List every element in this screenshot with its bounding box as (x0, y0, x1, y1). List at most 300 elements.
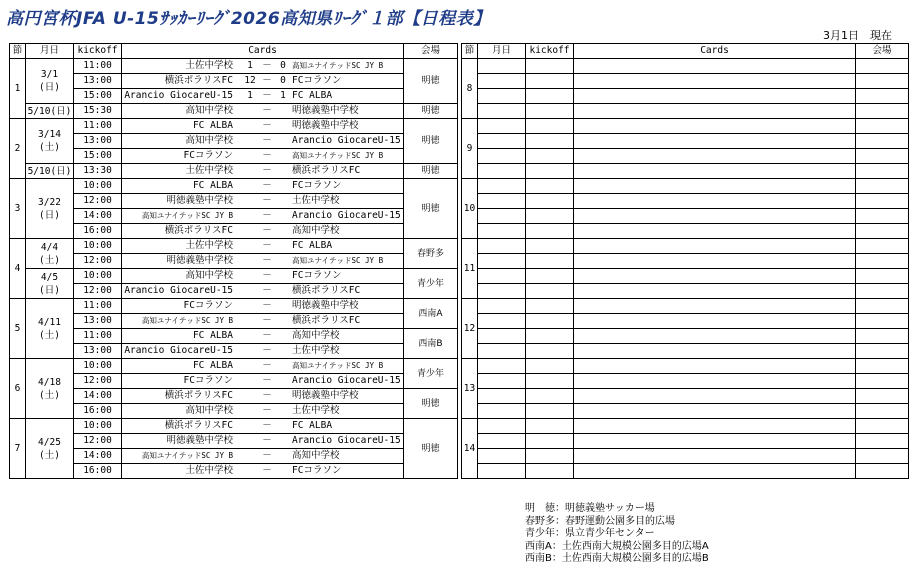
kickoff-time (526, 374, 574, 389)
venue (856, 464, 909, 479)
match-card (574, 464, 856, 479)
home-team: FCコラソン (183, 150, 233, 161)
match-card (122, 284, 404, 299)
match-card (574, 194, 856, 209)
legend-item: 西南A：土佐西南大規模公園多目的広場A (525, 540, 709, 552)
match-date (478, 464, 526, 479)
home-team: Arancio GiocareU-15 (124, 285, 233, 296)
match-date (478, 74, 526, 89)
match-card (574, 104, 856, 119)
match-date (478, 179, 526, 194)
kickoff-time (526, 284, 574, 299)
kickoff-time (526, 329, 574, 344)
table-row (462, 269, 909, 284)
schedule-table-left (9, 43, 458, 479)
versus-dash: － (262, 435, 272, 446)
table-row (462, 254, 909, 269)
kickoff-time: 11:00 (74, 119, 122, 134)
venue (856, 344, 909, 359)
venue (856, 299, 909, 314)
match-card (574, 74, 856, 89)
match-date (478, 164, 526, 179)
match-date (478, 89, 526, 104)
venue (856, 269, 909, 284)
match-date (478, 404, 526, 419)
match-card (574, 179, 856, 194)
match-card (122, 389, 404, 404)
venue (856, 434, 909, 449)
kickoff-time (526, 149, 574, 164)
table-row (10, 404, 458, 419)
away-score: 0 (280, 60, 286, 71)
venue: 青少年 (404, 359, 458, 389)
venue (856, 209, 909, 224)
match-card (122, 89, 404, 104)
home-team: FC ALBA (192, 180, 233, 191)
table-row (10, 344, 458, 359)
table-row (10, 119, 458, 134)
table-row (462, 404, 909, 419)
home-team: FC ALBA (192, 330, 233, 341)
table-row (10, 104, 458, 119)
match-date: 5/10(日) (26, 104, 74, 119)
home-team: Arancio GiocareU-15 (124, 345, 233, 356)
match-date: 4/11 (土) (26, 299, 74, 359)
venue (856, 179, 909, 194)
venue (856, 149, 909, 164)
home-team: 明徳義塾中学校 (166, 195, 233, 206)
versus-dash: － (262, 210, 272, 221)
match-date (478, 344, 526, 359)
table-row (10, 329, 458, 344)
away-team: 横浜ポラリスFC (292, 315, 361, 326)
home-team: 高知中学校 (185, 270, 233, 281)
kickoff-time (526, 314, 574, 329)
table-row (10, 239, 458, 254)
header-kickoff: kickoff (74, 44, 122, 59)
home-team: Arancio GiocareU-15 (124, 90, 233, 101)
venue (856, 389, 909, 404)
away-team: FCコラソン (292, 270, 342, 281)
home-team: 高知中学校 (185, 405, 233, 416)
venue: 西南B (404, 329, 458, 359)
table-row (462, 344, 909, 359)
away-team: FCコラソン (292, 180, 342, 191)
match-card (122, 134, 404, 149)
match-date: 3/14 (土) (26, 119, 74, 164)
away-team: 高知ユナイテッドSC JY B (292, 151, 384, 160)
table-row (462, 179, 909, 194)
kickoff-time: 12:00 (74, 254, 122, 269)
table-row (462, 419, 909, 434)
match-card (122, 299, 404, 314)
match-card (122, 74, 404, 89)
versus-dash: － (262, 360, 272, 371)
versus-dash: － (262, 90, 272, 101)
versus-dash: － (262, 60, 272, 71)
table-row (10, 74, 458, 89)
kickoff-time: 12:00 (74, 194, 122, 209)
match-card (122, 59, 404, 74)
match-date (478, 419, 526, 434)
setsu-number: 9 (462, 119, 478, 179)
match-card (574, 359, 856, 374)
table-row (10, 254, 458, 269)
home-team: 横浜ポラリスFC (164, 75, 233, 86)
home-team: 横浜ポラリスFC (164, 390, 233, 401)
setsu-number: 14 (462, 419, 478, 479)
table-row (462, 59, 909, 74)
kickoff-time: 13:00 (74, 344, 122, 359)
legend-item: 明 徳：明徳義塾サッカー場 (525, 503, 655, 514)
match-card (574, 209, 856, 224)
match-date: 4/4 (土) (26, 239, 74, 269)
table-row (462, 119, 909, 134)
versus-dash: － (262, 285, 272, 296)
match-date (478, 359, 526, 374)
away-team: 土佐中学校 (292, 195, 340, 206)
home-team: FCコラソン (183, 300, 233, 311)
venue (856, 374, 909, 389)
kickoff-time (526, 344, 574, 359)
match-card (122, 359, 404, 374)
kickoff-time (526, 464, 574, 479)
table-row (462, 389, 909, 404)
match-date (478, 149, 526, 164)
table-row (10, 389, 458, 404)
versus-dash: － (262, 375, 272, 386)
venue (856, 254, 909, 269)
versus-dash: － (262, 390, 272, 401)
match-card (574, 404, 856, 419)
match-card (122, 374, 404, 389)
versus-dash: － (262, 135, 272, 146)
venue: 明徳 (404, 389, 458, 419)
match-date: 4/18 (土) (26, 359, 74, 419)
home-team: FC ALBA (192, 120, 233, 131)
match-date (478, 314, 526, 329)
header-setsu: 節 (10, 44, 26, 59)
kickoff-time (526, 389, 574, 404)
match-date (478, 374, 526, 389)
match-date (478, 269, 526, 284)
home-team: 高知ユナイテッドSC JY B (141, 316, 233, 325)
kickoff-time (526, 449, 574, 464)
table-row (462, 359, 909, 374)
setsu-number: 11 (462, 239, 478, 299)
match-card (122, 344, 404, 359)
match-card (122, 149, 404, 164)
header-venue: 会場 (404, 44, 458, 59)
table-row (462, 239, 909, 254)
away-team: 土佐中学校 (292, 345, 340, 356)
match-card (122, 314, 404, 329)
setsu-number: 12 (462, 299, 478, 359)
venue (856, 314, 909, 329)
table-row (10, 194, 458, 209)
legend-item: 西南B：土佐西南大規模公園多目的広場B (525, 553, 709, 564)
venue (856, 59, 909, 74)
match-card (122, 209, 404, 224)
venue: 明徳 (404, 419, 458, 479)
away-team: Arancio GiocareU-15 (292, 375, 401, 386)
kickoff-time: 14:00 (74, 389, 122, 404)
setsu-number: 2 (10, 119, 26, 179)
match-date (478, 254, 526, 269)
versus-dash: － (262, 420, 272, 431)
kickoff-time (526, 89, 574, 104)
setsu-number: 1 (10, 59, 26, 119)
kickoff-time (526, 359, 574, 374)
venue (856, 239, 909, 254)
versus-dash: － (262, 450, 272, 461)
away-team: FC ALBA (292, 240, 333, 251)
match-date (478, 239, 526, 254)
table-row (462, 299, 909, 314)
home-score: 1 (247, 90, 253, 101)
kickoff-time: 11:00 (74, 299, 122, 314)
away-team: Arancio GiocareU-15 (292, 435, 401, 446)
kickoff-time: 12:00 (74, 284, 122, 299)
table-row (10, 224, 458, 239)
match-date (478, 284, 526, 299)
kickoff-time (526, 434, 574, 449)
table-row (10, 434, 458, 449)
versus-dash: － (262, 330, 272, 341)
table-row (462, 209, 909, 224)
versus-dash: － (262, 195, 272, 206)
versus-dash: － (262, 165, 272, 176)
match-date: 4/5 (日) (26, 269, 74, 299)
match-date: 3/22 (日) (26, 179, 74, 239)
kickoff-time (526, 419, 574, 434)
kickoff-time: 14:00 (74, 209, 122, 224)
kickoff-time: 13:00 (74, 74, 122, 89)
venue (856, 284, 909, 299)
venue (856, 449, 909, 464)
kickoff-time: 11:00 (74, 329, 122, 344)
table-row (462, 89, 909, 104)
table-row (462, 194, 909, 209)
match-card (574, 449, 856, 464)
header-cards: Cards (574, 44, 856, 59)
match-card (122, 179, 404, 194)
table-row (10, 299, 458, 314)
match-date (478, 299, 526, 314)
away-team: Arancio GiocareU-15 (292, 135, 401, 146)
match-card (122, 104, 404, 119)
away-team: FC ALBA (292, 90, 333, 101)
venue (856, 329, 909, 344)
away-team: 明徳義塾中学校 (292, 300, 359, 311)
setsu-number: 6 (10, 359, 26, 419)
header-cards: Cards (122, 44, 404, 59)
kickoff-time: 16:00 (74, 404, 122, 419)
match-card (122, 449, 404, 464)
away-team: Arancio GiocareU-15 (292, 210, 401, 221)
away-team: 高知ユナイテッドSC JY B (292, 256, 384, 265)
versus-dash: － (262, 75, 272, 86)
match-card (122, 224, 404, 239)
table-row (462, 464, 909, 479)
table-row (10, 164, 458, 179)
venue (856, 89, 909, 104)
table-row (10, 59, 458, 74)
home-team: 土佐中学校 (185, 240, 233, 251)
home-team: 明徳義塾中学校 (166, 255, 233, 266)
kickoff-time (526, 194, 574, 209)
kickoff-time (526, 239, 574, 254)
home-team: 高知ユナイテッドSC JY B (141, 211, 233, 220)
versus-dash: － (262, 465, 272, 476)
match-card (574, 434, 856, 449)
match-date (478, 194, 526, 209)
table-row (462, 314, 909, 329)
table-row (10, 179, 458, 194)
home-team: 横浜ポラリスFC (164, 420, 233, 431)
match-card (574, 329, 856, 344)
as-of-date: 3月1日 現在 (823, 29, 892, 42)
versus-dash: － (262, 225, 272, 236)
away-team: 高知中学校 (292, 450, 340, 461)
kickoff-time: 16:00 (74, 224, 122, 239)
header-kickoff: kickoff (526, 44, 574, 59)
venue: 明徳 (404, 164, 458, 179)
away-team: 高知中学校 (292, 225, 340, 236)
away-team: 土佐中学校 (292, 405, 340, 416)
venue (856, 74, 909, 89)
match-card (574, 284, 856, 299)
venue: 明徳 (404, 179, 458, 239)
match-card (122, 329, 404, 344)
legend-item: 春野多：春野運動公園多目的広場 (525, 515, 675, 527)
match-card (574, 239, 856, 254)
home-team: FCコラソン (183, 375, 233, 386)
table-row (462, 434, 909, 449)
venue (856, 404, 909, 419)
table-row (10, 269, 458, 284)
table-row (462, 449, 909, 464)
header-date: 月日 (478, 44, 526, 59)
setsu-number: 8 (462, 59, 478, 119)
match-date (478, 224, 526, 239)
away-score: 0 (280, 75, 286, 86)
table-row (462, 374, 909, 389)
schedule-table-right (461, 43, 909, 479)
table-row (462, 329, 909, 344)
setsu-number: 4 (10, 239, 26, 299)
match-date: 3/1 (日) (26, 59, 74, 104)
table-row (462, 74, 909, 89)
match-date (478, 104, 526, 119)
page-title: 高円宮杯JFA U-15ｻｯｶｰﾘｰｸﾞ2026高知県ﾘｰｸﾞ１部【日程表】 (6, 9, 491, 29)
home-team: 高知中学校 (185, 135, 233, 146)
match-date (478, 449, 526, 464)
setsu-number: 13 (462, 359, 478, 419)
match-date: 4/25 (土) (26, 419, 74, 479)
away-team: 明徳義塾中学校 (292, 120, 359, 131)
versus-dash: － (262, 240, 272, 251)
versus-dash: － (262, 105, 272, 116)
kickoff-time (526, 104, 574, 119)
setsu-number: 7 (10, 419, 26, 479)
venue: 西南A (404, 299, 458, 329)
venue: 明徳 (404, 104, 458, 119)
match-card (574, 419, 856, 434)
match-date: 5/10(日) (26, 164, 74, 179)
table-row (10, 419, 458, 434)
home-team: 高知中学校 (185, 105, 233, 116)
kickoff-time: 14:00 (74, 449, 122, 464)
versus-dash: － (262, 180, 272, 191)
kickoff-time: 15:00 (74, 89, 122, 104)
match-card (574, 389, 856, 404)
header-date: 月日 (26, 44, 74, 59)
match-date (478, 134, 526, 149)
table-row (462, 284, 909, 299)
away-team: FC ALBA (292, 420, 333, 431)
venue (856, 104, 909, 119)
kickoff-time (526, 404, 574, 419)
home-team: 土佐中学校 (185, 165, 233, 176)
venue (856, 119, 909, 134)
match-card (574, 254, 856, 269)
header-setsu: 節 (462, 44, 478, 59)
home-score: 12 (244, 75, 256, 86)
venue (856, 419, 909, 434)
table-row (462, 104, 909, 119)
header-row (10, 44, 458, 59)
venue: 春野多 (404, 239, 458, 269)
kickoff-time (526, 224, 574, 239)
away-team: 高知ユナイテッドSC JY B (292, 361, 384, 370)
kickoff-time: 12:00 (74, 374, 122, 389)
match-card (574, 344, 856, 359)
venue (856, 164, 909, 179)
home-team: 横浜ポラリスFC (164, 225, 233, 236)
away-team: 高知ユナイテッドSC JY B (292, 61, 384, 70)
match-card (122, 239, 404, 254)
home-team: 高知ユナイテッドSC JY B (141, 451, 233, 460)
kickoff-time (526, 269, 574, 284)
kickoff-time: 13:30 (74, 164, 122, 179)
table-row (10, 449, 458, 464)
match-card (574, 224, 856, 239)
kickoff-time (526, 164, 574, 179)
venue: 明徳 (404, 119, 458, 164)
home-team: 土佐中学校 (185, 465, 233, 476)
match-date (478, 119, 526, 134)
home-team: FC ALBA (192, 360, 233, 371)
kickoff-time: 12:00 (74, 434, 122, 449)
table-row (10, 359, 458, 374)
away-team: FCコラソン (292, 75, 342, 86)
match-card (122, 254, 404, 269)
table-row (10, 314, 458, 329)
match-card (122, 419, 404, 434)
versus-dash: － (262, 405, 272, 416)
match-card (122, 434, 404, 449)
table-row (10, 89, 458, 104)
match-card (122, 164, 404, 179)
versus-dash: － (262, 150, 272, 161)
venue (856, 359, 909, 374)
kickoff-time: 10:00 (74, 239, 122, 254)
legend-item: 青少年：県立青少年センター (525, 528, 655, 539)
venue: 青少年 (404, 269, 458, 299)
kickoff-time: 10:00 (74, 269, 122, 284)
match-card (574, 89, 856, 104)
